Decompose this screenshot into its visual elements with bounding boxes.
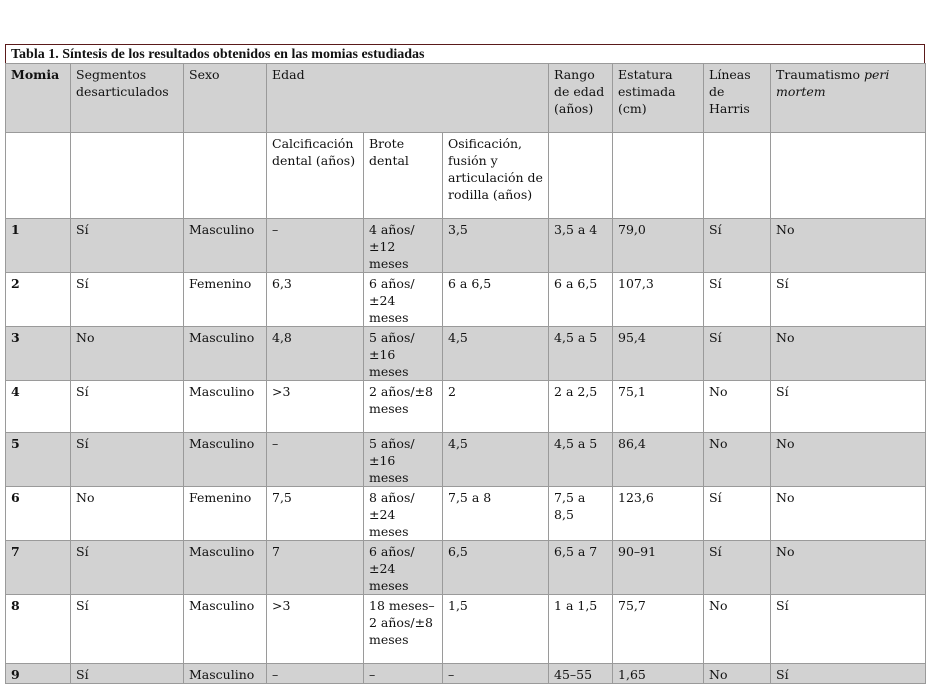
cell-rango: 1 a 1,5: [549, 595, 613, 664]
table-caption: Tabla 1. Síntesis de los resultados obtenidos en las momias estudiadas: [5, 44, 925, 63]
cell-calcificacion: –: [267, 219, 364, 273]
cell-momia: 4: [6, 381, 71, 433]
subheader-empty-rango: [549, 133, 613, 219]
header-trauma: [771, 64, 926, 133]
cell-calcificacion: 6,3: [267, 273, 364, 327]
cell-momia: 6: [6, 487, 71, 541]
subheader-empty-sexo: [184, 133, 267, 219]
results-table: [5, 63, 926, 684]
cell-segmentos: Sí: [71, 541, 184, 595]
header-estatura: Estatura estimada (cm): [613, 64, 704, 133]
cell-momia: 8: [6, 595, 71, 664]
cell-harris: Sí: [704, 487, 771, 541]
cell-trauma: Sí: [771, 381, 926, 433]
header-edad: Edad: [267, 64, 549, 133]
cell-momia: 1: [6, 219, 71, 273]
subheader-brote: Brote dental: [364, 133, 443, 219]
header-row: [6, 64, 926, 133]
cell-trauma: Sí: [771, 273, 926, 327]
cell-trauma: Sí: [771, 595, 926, 664]
cell-brote: 8 años/±24 meses: [364, 487, 443, 541]
cell-harris: Sí: [704, 327, 771, 381]
table-row: [6, 433, 926, 487]
header-momia: Momia: [6, 64, 71, 133]
cell-harris: No: [704, 381, 771, 433]
cell-momia: 2: [6, 273, 71, 327]
cell-calcificacion: >3: [267, 595, 364, 664]
cell-sexo: Femenino: [184, 273, 267, 327]
cell-estatura: 75,7: [613, 595, 704, 664]
cell-momia: 9: [6, 664, 71, 684]
cell-calcificacion: –: [267, 664, 364, 684]
cell-harris: No: [704, 664, 771, 684]
table-row: [6, 273, 926, 327]
cell-segmentos: Sí: [71, 273, 184, 327]
cell-brote: 4 años/±12 meses: [364, 219, 443, 273]
cell-rango: 4,5 a 5: [549, 327, 613, 381]
cell-osificacion: 4,5: [443, 327, 549, 381]
subheader-osificacion: Osificación, fusión y articulación de rodilla (años): [443, 133, 549, 219]
cell-estatura: 95,4: [613, 327, 704, 381]
table-row: [6, 381, 926, 433]
cell-estatura: 79,0: [613, 219, 704, 273]
cell-harris: Sí: [704, 219, 771, 273]
table-row: [6, 219, 926, 273]
cell-sexo: Masculino: [184, 595, 267, 664]
cell-sexo: Masculino: [184, 219, 267, 273]
cell-harris: Sí: [704, 273, 771, 327]
cell-estatura: 86,4: [613, 433, 704, 487]
cell-osificacion: 6 a 6,5: [443, 273, 549, 327]
cell-osificacion: 6,5: [443, 541, 549, 595]
cell-brote: 6 años/±24 meses: [364, 541, 443, 595]
cell-momia: 5: [6, 433, 71, 487]
subheader-row: [6, 133, 926, 219]
cell-rango: 3,5 a 4: [549, 219, 613, 273]
cell-osificacion: 3,5: [443, 219, 549, 273]
cell-rango: 6,5 a 7: [549, 541, 613, 595]
cell-estatura: 1,65: [613, 664, 704, 684]
subheader-empty-segmentos: [71, 133, 184, 219]
cell-brote: 5 años/±16 meses: [364, 433, 443, 487]
cell-trauma: Sí: [771, 664, 926, 684]
header-trauma-prefix: Traumatismo: [776, 67, 864, 82]
header-sexo: Sexo: [184, 64, 267, 133]
cell-calcificacion: >3: [267, 381, 364, 433]
cell-sexo: Masculino: [184, 433, 267, 487]
cell-osificacion: 1,5: [443, 595, 549, 664]
subheader-empty-harris: [704, 133, 771, 219]
header-trauma-italic: peri mortem: [776, 67, 890, 99]
cell-calcificacion: 4,8: [267, 327, 364, 381]
cell-osificacion: 4,5: [443, 433, 549, 487]
header-rango: Rango de edad (años): [549, 64, 613, 133]
cell-trauma: No: [771, 327, 926, 381]
cell-brote: 18 meses–2 años/±8 meses: [364, 595, 443, 664]
cell-trauma: No: [771, 541, 926, 595]
cell-rango: 4,5 a 5: [549, 433, 613, 487]
table-row: [6, 595, 926, 664]
cell-momia: 3: [6, 327, 71, 381]
cell-trauma: No: [771, 487, 926, 541]
subheader-empty-estatura: [613, 133, 704, 219]
subheader-empty-momia: [6, 133, 71, 219]
results-table-container: [5, 44, 925, 684]
table-row: [6, 541, 926, 595]
cell-momia: 7: [6, 541, 71, 595]
cell-segmentos: Sí: [71, 433, 184, 487]
header-harris: Líneas de Harris: [704, 64, 771, 133]
cell-calcificacion: 7,5: [267, 487, 364, 541]
cell-segmentos: Sí: [71, 381, 184, 433]
cell-brote: 5 años/±16 meses: [364, 327, 443, 381]
cell-segmentos: Sí: [71, 595, 184, 664]
cell-rango: 2 a 2,5: [549, 381, 613, 433]
cell-sexo: Femenino: [184, 487, 267, 541]
cell-osificacion: 7,5 a 8: [443, 487, 549, 541]
cell-osificacion: –: [443, 664, 549, 684]
cell-brote: –: [364, 664, 443, 684]
cell-estatura: 123,6: [613, 487, 704, 541]
table-row: [6, 487, 926, 541]
cell-sexo: Masculino: [184, 381, 267, 433]
cell-segmentos: Sí: [71, 664, 184, 684]
subheader-empty-trauma: [771, 133, 926, 219]
cell-estatura: 75,1: [613, 381, 704, 433]
table-row: [6, 327, 926, 381]
cell-harris: No: [704, 595, 771, 664]
cell-harris: No: [704, 433, 771, 487]
cell-brote: 2 años/±8 meses: [364, 381, 443, 433]
cell-sexo: Masculino: [184, 541, 267, 595]
cell-segmentos: No: [71, 487, 184, 541]
cell-brote: 6 años/±24 meses: [364, 273, 443, 327]
cell-calcificacion: 7: [267, 541, 364, 595]
cell-rango: 7,5 a 8,5: [549, 487, 613, 541]
cell-segmentos: No: [71, 327, 184, 381]
cell-rango: 6 a 6,5: [549, 273, 613, 327]
subheader-calcificacion: Calcificación dental (años): [267, 133, 364, 219]
cell-trauma: No: [771, 433, 926, 487]
header-segmentos: Segmentos desarticulados: [71, 64, 184, 133]
cell-sexo: Masculino: [184, 327, 267, 381]
cell-trauma: No: [771, 219, 926, 273]
cell-osificacion: 2: [443, 381, 549, 433]
cell-sexo: Masculino: [184, 664, 267, 684]
cell-harris: Sí: [704, 541, 771, 595]
cell-estatura: 107,3: [613, 273, 704, 327]
cell-estatura: 90–91: [613, 541, 704, 595]
cell-segmentos: Sí: [71, 219, 184, 273]
cell-rango: 45–55: [549, 664, 613, 684]
cell-calcificacion: –: [267, 433, 364, 487]
